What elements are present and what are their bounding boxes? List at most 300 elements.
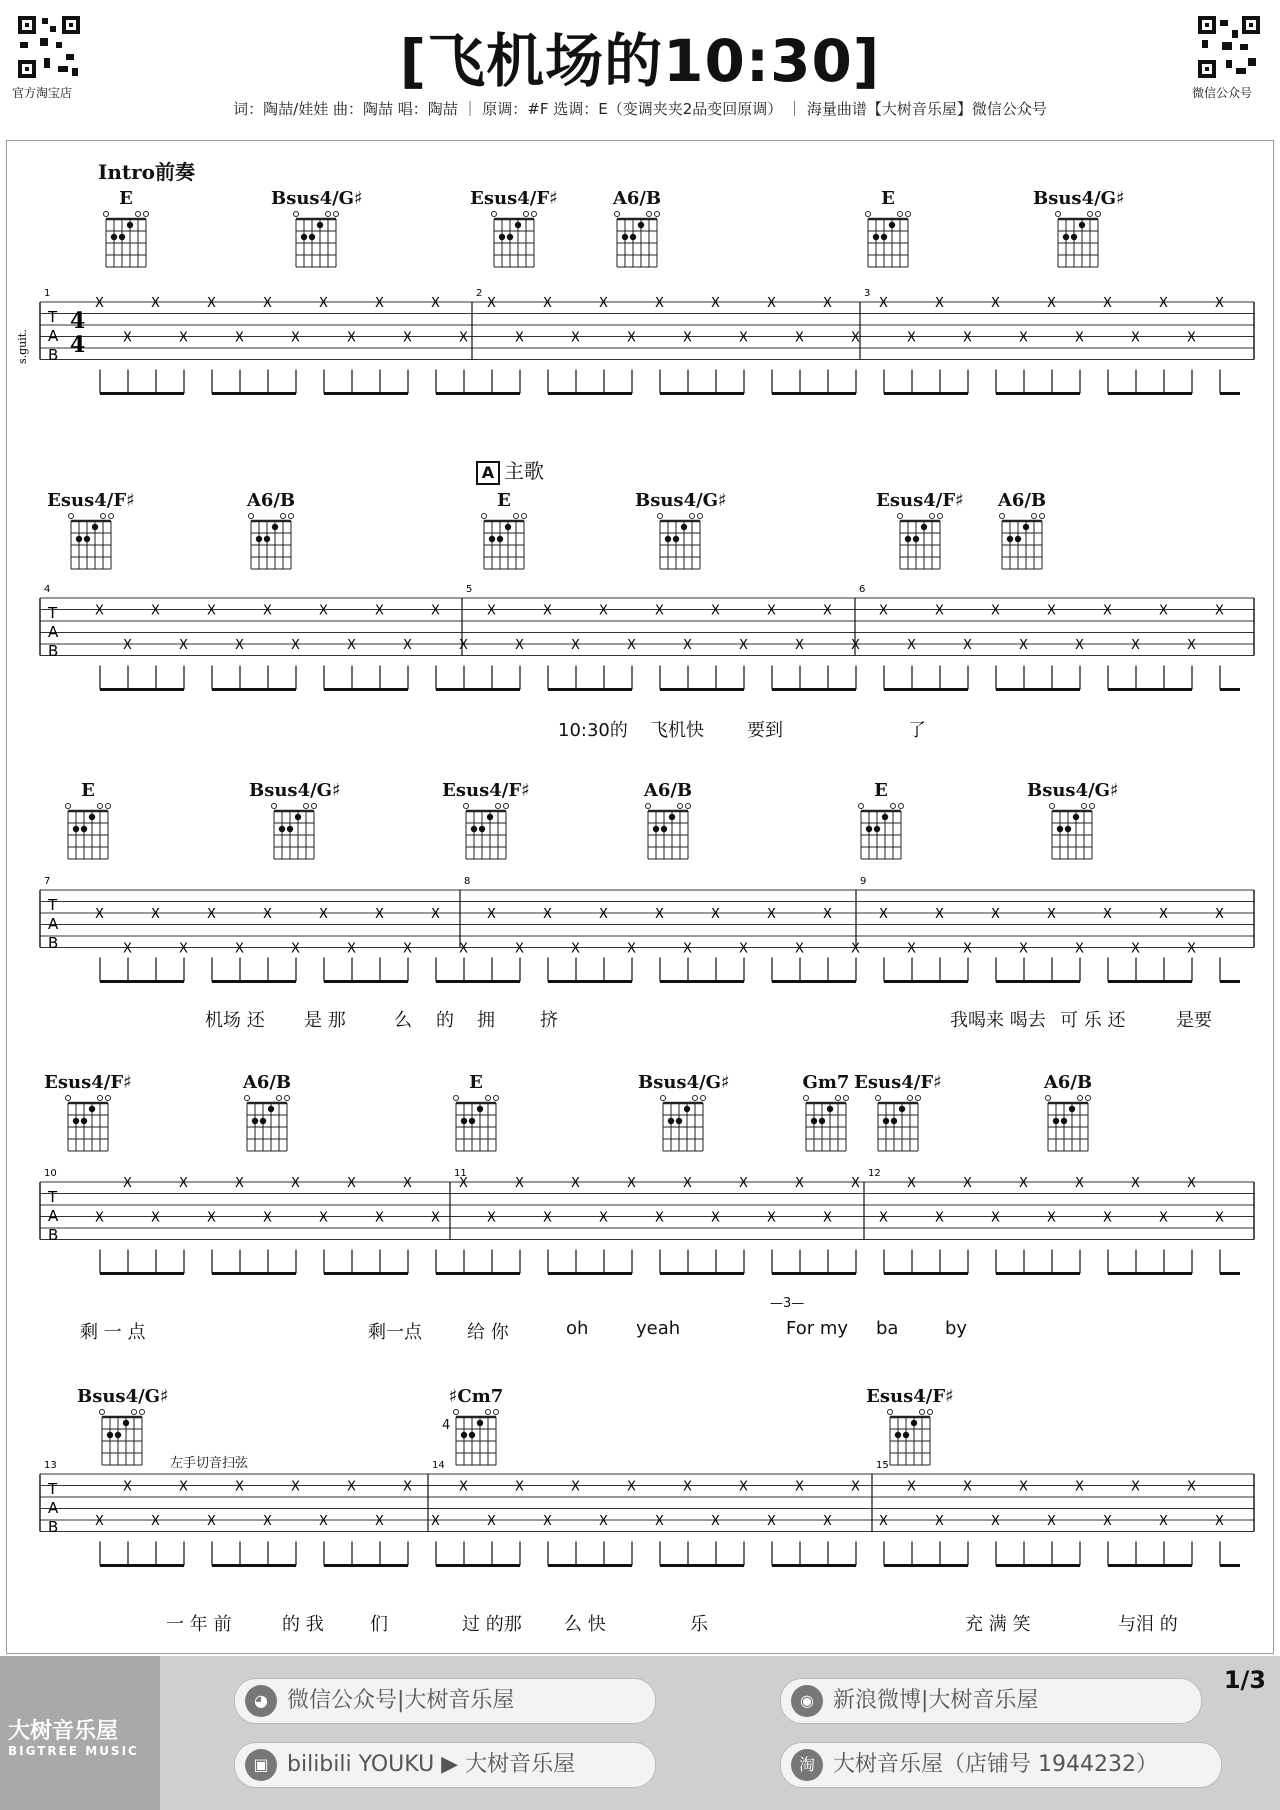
chord-grid bbox=[481, 511, 527, 573]
lyric-word: 是 那 bbox=[304, 1010, 346, 1031]
wechat-link[interactable]: ◕ 微信公众号|大树音乐屋 bbox=[234, 1678, 656, 1724]
chord-grid bbox=[271, 801, 317, 863]
tab-clef: B bbox=[48, 1226, 59, 1244]
chord-grid bbox=[453, 1407, 499, 1469]
tab-note: X bbox=[291, 1479, 300, 1495]
tab-note: X bbox=[627, 1176, 636, 1191]
tab-note: X bbox=[851, 941, 860, 957]
tab-note: X bbox=[935, 1210, 944, 1226]
chord-diagram bbox=[222, 1072, 312, 1155]
tab-note: X bbox=[375, 1514, 384, 1529]
tab-note: X bbox=[207, 1514, 216, 1529]
chord-diagram bbox=[249, 780, 339, 863]
tab-note: X bbox=[1103, 296, 1112, 311]
tab-note: X bbox=[207, 907, 216, 922]
tab-note: X bbox=[347, 330, 356, 346]
lyric-word: 给 你 bbox=[467, 1322, 509, 1343]
time-signature-top: 4 bbox=[70, 308, 86, 334]
tab-note: X bbox=[95, 907, 104, 922]
tab-note: X bbox=[739, 638, 748, 653]
tab-note: X bbox=[179, 1479, 188, 1495]
lyric-word: 充 满 笑 bbox=[965, 1614, 1031, 1635]
tab-note: X bbox=[347, 941, 356, 957]
tab-note: X bbox=[95, 603, 104, 619]
tab-note: X bbox=[739, 1479, 748, 1495]
tab-note: X bbox=[123, 638, 132, 653]
qr-left-caption: 官方淘宝店 bbox=[12, 86, 73, 100]
lyric-word: 飞机快 bbox=[650, 720, 704, 741]
chord-grid bbox=[293, 209, 339, 271]
tab-note: X bbox=[655, 296, 664, 311]
tab-note: X bbox=[599, 603, 608, 619]
lyric-word: 一 年 前 bbox=[166, 1614, 232, 1635]
tab-note: X bbox=[935, 296, 944, 311]
tab-note: X bbox=[571, 941, 580, 957]
tab-note: X bbox=[459, 638, 468, 653]
chord-grid bbox=[103, 209, 149, 271]
video-link[interactable]: ▣ bilibili YOUKU ▶ 大树音乐屋 bbox=[234, 1742, 656, 1788]
lyric-word: 与泪 的 bbox=[1118, 1614, 1178, 1635]
chord-name: A6/B bbox=[246, 490, 296, 511]
tab-note: X bbox=[1131, 638, 1140, 653]
lyric-word: 们 bbox=[370, 1614, 388, 1635]
tab-note: X bbox=[1159, 603, 1168, 619]
tab-note: X bbox=[151, 603, 160, 619]
tab-note: X bbox=[403, 330, 412, 346]
measure-number: 11 bbox=[454, 1168, 467, 1179]
tab-note: X bbox=[627, 330, 636, 346]
chord-diagram bbox=[592, 188, 682, 271]
tab-note: X bbox=[431, 1514, 440, 1529]
tab-note: X bbox=[571, 1176, 580, 1191]
chord-name: Esus4/F♯ bbox=[44, 1072, 132, 1093]
tab-clef: B bbox=[48, 346, 59, 364]
chord-grid bbox=[657, 511, 703, 573]
tab-clef: T bbox=[48, 896, 58, 914]
tab-note: X bbox=[1103, 603, 1112, 619]
tab-note: X bbox=[1075, 941, 1084, 957]
lyric-word: yeah bbox=[636, 1318, 681, 1339]
chord-grid bbox=[645, 801, 691, 863]
chord-diagram bbox=[977, 490, 1067, 573]
shop-link[interactable]: 淘 大树音乐屋（店铺号 1944232） bbox=[780, 1742, 1222, 1788]
tab-note: X bbox=[1131, 330, 1140, 346]
tab-note: X bbox=[319, 1210, 328, 1226]
tab-note: X bbox=[543, 296, 552, 311]
tab-note: X bbox=[487, 296, 496, 311]
chord-grid bbox=[897, 511, 943, 573]
tab-note: X bbox=[263, 296, 272, 311]
tab-note: X bbox=[151, 1210, 160, 1226]
tab-note: X bbox=[235, 330, 244, 346]
tab-note: X bbox=[235, 1176, 244, 1191]
tab-clef: B bbox=[48, 1518, 59, 1536]
chord-diagram bbox=[1023, 1072, 1113, 1155]
tab-note: X bbox=[263, 907, 272, 922]
intro-label: Intro前奏 bbox=[98, 160, 196, 184]
tab-note: X bbox=[459, 941, 468, 957]
qr-right-caption: 微信公众号 bbox=[1192, 86, 1253, 100]
tab-note: X bbox=[599, 907, 608, 922]
tab-note: X bbox=[319, 1514, 328, 1529]
tab-note: X bbox=[375, 1210, 384, 1226]
tab-clef: T bbox=[48, 308, 58, 326]
tab-note: X bbox=[767, 1514, 776, 1529]
lyric-word: For my bbox=[786, 1318, 849, 1339]
tab-note: X bbox=[1047, 1210, 1056, 1226]
chord-diagram bbox=[875, 490, 965, 573]
tab-note: X bbox=[655, 1210, 664, 1226]
bilibili-icon: ▣ bbox=[245, 1749, 277, 1781]
tab-note: X bbox=[403, 1479, 412, 1495]
chord-name: A6/B bbox=[643, 780, 693, 801]
tab-note: X bbox=[963, 638, 972, 653]
tab-note: X bbox=[1047, 296, 1056, 311]
lyric-word: 剩一点 bbox=[368, 1322, 422, 1343]
section-letter: A bbox=[476, 461, 500, 485]
tab-note: X bbox=[907, 1176, 916, 1191]
lyric-word: 机场 还 bbox=[205, 1010, 265, 1031]
tab-note: X bbox=[851, 1479, 860, 1495]
tab-note: X bbox=[347, 638, 356, 653]
chord-name: E bbox=[497, 490, 511, 511]
tab-note: X bbox=[1047, 1514, 1056, 1529]
tab-note: X bbox=[935, 907, 944, 922]
tab-note: X bbox=[487, 1210, 496, 1226]
chord-grid bbox=[248, 511, 294, 573]
tab-note: X bbox=[963, 330, 972, 346]
tab-note: X bbox=[1075, 1479, 1084, 1495]
tab-clef: A bbox=[48, 1499, 59, 1517]
chord-name: E bbox=[81, 780, 95, 801]
tab-note: X bbox=[599, 1210, 608, 1226]
chord-name: Bsus4/G♯ bbox=[1027, 780, 1119, 801]
tab-note: X bbox=[683, 1479, 692, 1495]
chord-diagram bbox=[226, 490, 316, 573]
weibo-link[interactable]: ◉ 新浪微博|大树音乐屋 bbox=[780, 1678, 1202, 1724]
chord-fret-label: 4 bbox=[442, 1418, 451, 1433]
chord-diagram bbox=[843, 188, 933, 271]
measure-number: 3 bbox=[864, 288, 871, 299]
tab-clef: A bbox=[48, 327, 59, 345]
tab-note: X bbox=[823, 1210, 832, 1226]
tab-note: X bbox=[1159, 1514, 1168, 1529]
tab-note: X bbox=[431, 603, 440, 619]
chord-diagram bbox=[441, 780, 531, 863]
tab-note: X bbox=[179, 1176, 188, 1191]
tab-note: X bbox=[935, 1514, 944, 1529]
lyric-word: 拥 bbox=[477, 1010, 495, 1031]
tab-note: X bbox=[431, 1210, 440, 1226]
chord-name: Esus4/F♯ bbox=[854, 1072, 942, 1093]
chord-name: Bsus4/G♯ bbox=[638, 1072, 730, 1093]
chord-grid bbox=[65, 801, 111, 863]
chord-name: E bbox=[469, 1072, 483, 1093]
verse-title: 主歌 bbox=[504, 459, 544, 483]
tab-note: X bbox=[459, 330, 468, 346]
tab-note: X bbox=[291, 638, 300, 653]
tab-note: X bbox=[1103, 907, 1112, 922]
tab-note: X bbox=[571, 638, 580, 653]
tab-note: X bbox=[655, 907, 664, 922]
tab-note: X bbox=[823, 603, 832, 619]
lyric-word: 的 bbox=[436, 1010, 454, 1031]
tab-note: X bbox=[95, 1210, 104, 1226]
tab-note: X bbox=[991, 1210, 1000, 1226]
tab-note: X bbox=[207, 603, 216, 619]
tab-note: X bbox=[823, 1514, 832, 1529]
tab-note: X bbox=[95, 1514, 104, 1529]
tab-note: X bbox=[963, 1479, 972, 1495]
tab-note: X bbox=[767, 603, 776, 619]
tab-note: X bbox=[599, 296, 608, 311]
tab-note: X bbox=[879, 603, 888, 619]
tab-note: X bbox=[375, 603, 384, 619]
tab-note: X bbox=[1075, 1176, 1084, 1191]
tab-note: X bbox=[515, 941, 524, 957]
song-credits: 词：陶喆/娃娃 曲：陶喆 唱：陶喆 ｜ 原调：#F 选调：E（变调夹夹2品变回原调） ｜ 海量曲谱【大树音乐屋】微信公众号 bbox=[233, 100, 1047, 118]
chord-name: Esus4/F♯ bbox=[470, 188, 558, 209]
tab-note: X bbox=[403, 1176, 412, 1191]
chord-diagram bbox=[46, 490, 136, 573]
measure-number: 8 bbox=[464, 876, 471, 887]
measure-number: 10 bbox=[44, 1168, 57, 1179]
tab-note: X bbox=[879, 1210, 888, 1226]
lyric-word: 10:30的 bbox=[558, 720, 628, 741]
tab-note: X bbox=[207, 296, 216, 311]
tab-note: X bbox=[627, 941, 636, 957]
chord-name: Bsus4/G♯ bbox=[77, 1386, 169, 1407]
tab-note: X bbox=[151, 907, 160, 922]
tab-note: X bbox=[879, 296, 888, 311]
chord-name: E bbox=[881, 188, 895, 209]
tab-note: X bbox=[711, 907, 720, 922]
tab-note: X bbox=[179, 330, 188, 346]
instrument-label: s.guit. bbox=[16, 329, 29, 364]
tab-note: X bbox=[1187, 1479, 1196, 1495]
tab-note: X bbox=[235, 1479, 244, 1495]
tab-note: X bbox=[1019, 330, 1028, 346]
tab-note: X bbox=[795, 1479, 804, 1495]
tab-note: X bbox=[935, 603, 944, 619]
tab-note: X bbox=[487, 603, 496, 619]
chord-diagram bbox=[77, 1386, 167, 1469]
tab-note: X bbox=[879, 1514, 888, 1529]
tab-note: X bbox=[1019, 941, 1028, 957]
measure-number: 1 bbox=[44, 288, 51, 299]
tab-note: X bbox=[123, 941, 132, 957]
tab-note: X bbox=[459, 1176, 468, 1191]
chord-name: Esus4/F♯ bbox=[442, 780, 530, 801]
tab-note: X bbox=[851, 638, 860, 653]
tab-note: X bbox=[1159, 1210, 1168, 1226]
chord-name: A6/B bbox=[1043, 1072, 1093, 1093]
tab-note: X bbox=[431, 907, 440, 922]
tab-note: X bbox=[95, 296, 104, 311]
tab-note: X bbox=[1159, 907, 1168, 922]
tab-note: X bbox=[1187, 1176, 1196, 1191]
tab-note: X bbox=[151, 1514, 160, 1529]
tab-note: X bbox=[739, 941, 748, 957]
measure-number: 4 bbox=[44, 584, 51, 595]
chord-grid bbox=[244, 1093, 290, 1155]
chord-diagram bbox=[1033, 188, 1123, 271]
tab-note: X bbox=[851, 330, 860, 346]
tab-note: X bbox=[263, 1514, 272, 1529]
tab-note: X bbox=[711, 296, 720, 311]
chord-name: E bbox=[874, 780, 888, 801]
tab-note: X bbox=[571, 1479, 580, 1495]
measure-number: 7 bbox=[44, 876, 51, 887]
tab-note: X bbox=[599, 1514, 608, 1529]
measure-number: 2 bbox=[476, 288, 483, 299]
tab-note: X bbox=[627, 638, 636, 653]
chord-grid bbox=[491, 209, 537, 271]
chord-name: Esus4/F♯ bbox=[876, 490, 964, 511]
tab-note: X bbox=[431, 296, 440, 311]
tab-note: X bbox=[291, 1176, 300, 1191]
chord-grid bbox=[1045, 1093, 1091, 1155]
tab-note: X bbox=[907, 330, 916, 346]
tab-note: X bbox=[711, 1210, 720, 1226]
tab-clef: A bbox=[48, 915, 59, 933]
tab-note: X bbox=[403, 638, 412, 653]
lyric-word: 剩 一 点 bbox=[80, 1322, 146, 1343]
tab-note: X bbox=[1215, 1210, 1224, 1226]
lyric-word: 乐 bbox=[690, 1614, 708, 1635]
tab-note: X bbox=[767, 907, 776, 922]
footer bbox=[0, 1656, 1280, 1810]
brand-name-en: BIGTREE MUSIC bbox=[8, 1744, 139, 1758]
chord-name: Gm7 bbox=[802, 1072, 850, 1093]
tab-note: X bbox=[739, 330, 748, 346]
lyric-word: 我喝来 喝去 bbox=[950, 1010, 1046, 1031]
chord-diagram bbox=[459, 490, 549, 573]
lyric-word: 的 我 bbox=[282, 1614, 324, 1635]
tab-note: X bbox=[711, 1514, 720, 1529]
tab-note: X bbox=[1047, 907, 1056, 922]
lyric-word: 可 乐 还 bbox=[1060, 1010, 1126, 1031]
tab-note: X bbox=[1019, 638, 1028, 653]
chord-name: E bbox=[119, 188, 133, 209]
tab-note: X bbox=[823, 907, 832, 922]
tab-note: X bbox=[1187, 330, 1196, 346]
chord-grid bbox=[453, 1093, 499, 1155]
tab-note: X bbox=[571, 330, 580, 346]
tab-note: X bbox=[823, 296, 832, 311]
tab-note: X bbox=[991, 296, 1000, 311]
chord-diagram bbox=[43, 780, 133, 863]
lyric-word: 过 的那 bbox=[462, 1614, 522, 1635]
tab-note: X bbox=[487, 907, 496, 922]
chord-diagram bbox=[638, 1072, 728, 1155]
brand-name: 大树音乐屋 bbox=[8, 1719, 119, 1744]
tab-note: X bbox=[795, 1176, 804, 1191]
tab-note: X bbox=[1047, 603, 1056, 619]
tab-note: X bbox=[1215, 1514, 1224, 1529]
chord-grid bbox=[614, 209, 660, 271]
tab-note: X bbox=[963, 1176, 972, 1191]
lyric-word: 么 快 bbox=[564, 1614, 606, 1635]
tab-note: X bbox=[683, 638, 692, 653]
chord-grid bbox=[887, 1407, 933, 1469]
tab-note: X bbox=[1103, 1514, 1112, 1529]
tab-note: X bbox=[235, 638, 244, 653]
chord-diagram bbox=[623, 780, 713, 863]
tab-clef: B bbox=[48, 642, 59, 660]
chord-diagram bbox=[81, 188, 171, 271]
tab-clef: T bbox=[48, 1480, 58, 1498]
tab-note: X bbox=[319, 907, 328, 922]
tab-note: X bbox=[711, 603, 720, 619]
tab-note: X bbox=[1215, 907, 1224, 922]
tab-note: X bbox=[543, 1210, 552, 1226]
tab-note: X bbox=[263, 603, 272, 619]
chord-diagram bbox=[635, 490, 725, 573]
tab-note: X bbox=[683, 1176, 692, 1191]
measure-number: 9 bbox=[860, 876, 867, 887]
tab-note: X bbox=[1131, 1176, 1140, 1191]
tab-note: X bbox=[515, 1176, 524, 1191]
measure-number: 14 bbox=[432, 1460, 445, 1471]
measure-number: 6 bbox=[859, 584, 866, 595]
wechat-icon: ◕ bbox=[245, 1685, 277, 1717]
page-title: [飞机场的10:30] bbox=[399, 27, 881, 95]
tab-clef: A bbox=[48, 1207, 59, 1225]
chord-grid bbox=[660, 1093, 706, 1155]
chord-grid bbox=[999, 511, 1045, 573]
tab-note: X bbox=[543, 603, 552, 619]
chord-grid bbox=[1049, 801, 1095, 863]
chord-diagram bbox=[1027, 780, 1117, 863]
tab-note: X bbox=[319, 603, 328, 619]
tab-note: X bbox=[907, 638, 916, 653]
tab-note: X bbox=[991, 1514, 1000, 1529]
tab-note: X bbox=[319, 296, 328, 311]
chord-diagram bbox=[431, 1072, 521, 1155]
tab-note: X bbox=[347, 1479, 356, 1495]
tab-note: X bbox=[683, 941, 692, 957]
tab-note: X bbox=[767, 1210, 776, 1226]
chord-diagram bbox=[43, 1072, 133, 1155]
tab-note: X bbox=[907, 1479, 916, 1495]
triplet-mark: —3— bbox=[770, 1296, 805, 1311]
tab-note: X bbox=[851, 1176, 860, 1191]
technique-note: 左手切音扫弦 bbox=[170, 1456, 249, 1471]
tab-note: X bbox=[375, 296, 384, 311]
tab-note: X bbox=[235, 941, 244, 957]
chord-name: Bsus4/G♯ bbox=[635, 490, 727, 511]
lyric-word: ba bbox=[876, 1318, 899, 1339]
tab-clef: T bbox=[48, 1188, 58, 1206]
tab-note: X bbox=[403, 941, 412, 957]
chord-name: Esus4/F♯ bbox=[866, 1386, 954, 1407]
tab-note: X bbox=[767, 296, 776, 311]
tab-note: X bbox=[515, 330, 524, 346]
chord-grid bbox=[463, 801, 509, 863]
measure-number: 15 bbox=[876, 1460, 889, 1471]
tab-note: X bbox=[1215, 603, 1224, 619]
tab-note: X bbox=[795, 330, 804, 346]
footer-brand-panel bbox=[0, 1656, 160, 1810]
chord-name: Bsus4/G♯ bbox=[1033, 188, 1125, 209]
tab-note: X bbox=[795, 941, 804, 957]
tab-note: X bbox=[151, 296, 160, 311]
chord-name: Bsus4/G♯ bbox=[271, 188, 363, 209]
measure-number: 12 bbox=[868, 1168, 881, 1179]
lyric-word: 了 bbox=[908, 720, 926, 741]
tab-note: X bbox=[655, 603, 664, 619]
